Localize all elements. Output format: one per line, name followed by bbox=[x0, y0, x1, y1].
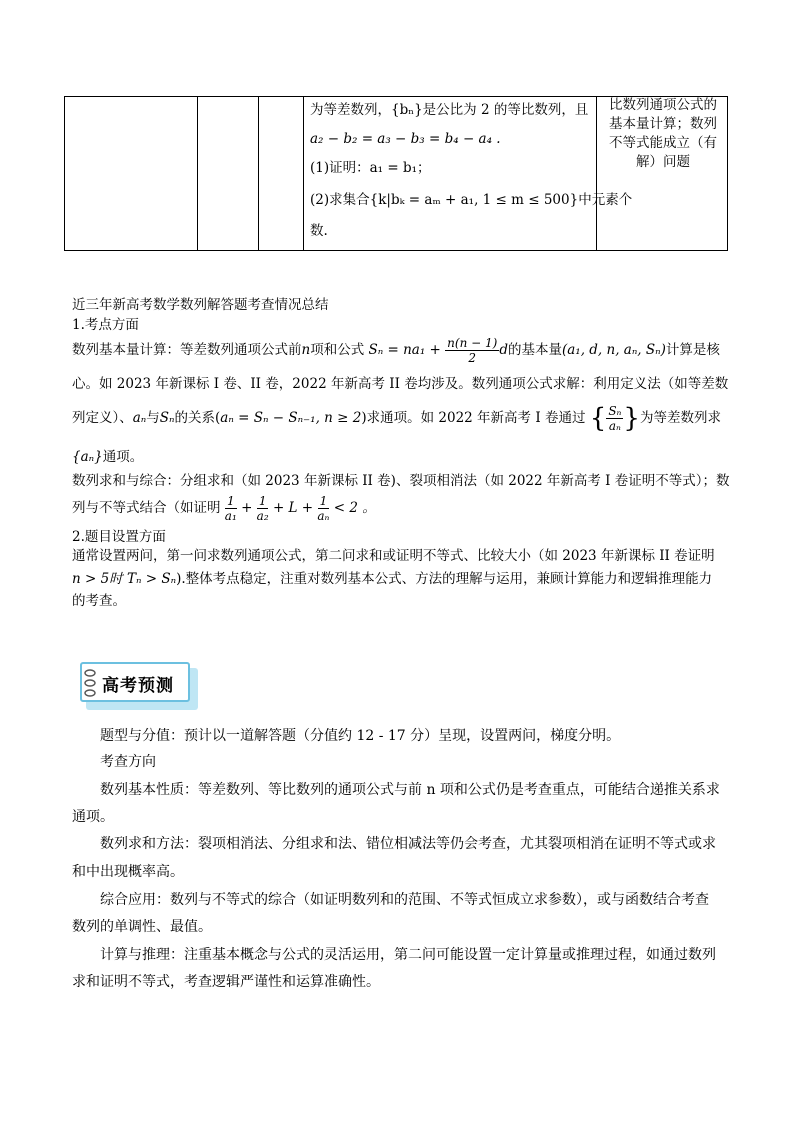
table-col-border bbox=[727, 96, 728, 251]
binder-rings-icon bbox=[83, 668, 97, 698]
paragraph-basic-calc-line3 bbox=[72, 398, 732, 439]
math-span: Sₙ bbox=[159, 410, 175, 426]
table-col-border bbox=[596, 96, 597, 251]
math-span: aₙ bbox=[132, 410, 147, 426]
prediction-banner bbox=[80, 662, 198, 712]
table-col-border bbox=[64, 96, 65, 251]
paragraph-sum-line2 bbox=[72, 490, 732, 526]
table-topic-line: 基本量计算；数列 bbox=[609, 116, 717, 132]
brace-close: } bbox=[623, 403, 640, 434]
fraction bbox=[317, 495, 329, 522]
paragraph-setup-line2 bbox=[72, 567, 732, 591]
fraction-numerator: 1 bbox=[319, 494, 328, 508]
text-span: 的基本量 bbox=[507, 342, 562, 358]
fraction-denominator: 2 bbox=[468, 351, 477, 365]
section-heading: 2.题目设置方面 bbox=[72, 529, 166, 545]
math-span: aₙ = Sₙ − Sₙ₋₁, n ≥ 2 bbox=[220, 410, 362, 426]
paragraph-setup-line1: 通常设置两问，第一问求数列通项公式，第二问求和或证明不等式、比较大小（如 2023 年新课标 II 卷证明 bbox=[72, 548, 715, 564]
table-problem-line: a₂ − b₂ = a₃ − b₃ = b₄ − a₄ . bbox=[310, 131, 501, 147]
math-span: < 2 。 bbox=[333, 500, 376, 516]
text-span: 列与不等式结合（如证明 bbox=[72, 500, 221, 516]
table-border-bottom bbox=[64, 250, 728, 251]
table-topic-line: 比数列通项公式的 bbox=[609, 97, 717, 113]
prediction-line: 数列基本性质：等差数列、等比数列的通项公式与前 n 项和公式仍是考查重点，可能结合递推关系求 bbox=[100, 782, 720, 798]
fraction-numerator: 1 bbox=[226, 494, 235, 508]
exam-table bbox=[64, 96, 728, 251]
fraction bbox=[445, 337, 499, 364]
paragraph-sum-line1: 数列求和与综合：分组求和（如 2023 年新课标 II 卷)、裂项相消法（如 2022 年新高考 I 卷证明不等式）；数 bbox=[72, 473, 730, 489]
prediction-line: 综合应用：数列与不等式的综合（如证明数列和的范围、不等式恒成立求参数），或与函数结合考查 bbox=[100, 892, 709, 908]
fraction-denominator: aₙ bbox=[317, 509, 330, 523]
text-span: 通项。 bbox=[102, 449, 144, 465]
text-span: 与 bbox=[146, 410, 160, 426]
paragraph-basic-calc-line1 bbox=[72, 334, 732, 366]
math-span: + L + bbox=[272, 500, 314, 516]
table-col-border bbox=[303, 96, 304, 251]
prediction-line: 题型与分值：预计以一道解答题（分值约 12 - 17 分）呈现，设置两问，梯度分明。 bbox=[100, 728, 621, 744]
math-span: {aₙ} bbox=[72, 449, 103, 465]
math-span: d bbox=[499, 342, 508, 358]
paragraph-setup-line3: 的考查。 bbox=[72, 593, 126, 609]
math-span: Sₙ = na₁ + bbox=[368, 342, 441, 358]
prediction-line: 数列的单调性、最值。 bbox=[72, 919, 212, 935]
text-span: 列定义）、 bbox=[72, 410, 133, 426]
math-span: (a₁, d, n, aₙ, Sₙ) bbox=[561, 342, 666, 358]
text-span: 项和公式 bbox=[310, 342, 365, 358]
math-span: n bbox=[301, 342, 311, 358]
text-span: 数列基本量计算：等差数列通项公式前 bbox=[72, 342, 302, 358]
fraction bbox=[225, 495, 237, 522]
table-topic-line: 不等式能成立（有 bbox=[609, 135, 717, 151]
text-span: 为等差数列求 bbox=[639, 410, 721, 426]
prediction-line: 和中出现概率高。 bbox=[72, 864, 184, 880]
fraction-numerator: 1 bbox=[258, 494, 267, 508]
fraction-numerator: n(n − 1) bbox=[447, 336, 498, 350]
fraction-numerator: Sₙ bbox=[608, 404, 622, 418]
text-span: ).整体考点稳定，注重对数列基本公式、方法的理解与运用，兼顾计算能力和逻辑推理能力 bbox=[176, 571, 713, 587]
table-problem-line: 为等差数列，{bₙ}是公比为 2 的等比数列，且 bbox=[310, 102, 589, 118]
math-span: n > 5时 Tₙ > Sₙ bbox=[72, 571, 177, 587]
prediction-line: 计算与推理：注重基本概念与公式的灵活运用，第二问可能设置一定计算量或推理过程，如通过数列 bbox=[100, 947, 716, 963]
fraction-denominator: a₂ bbox=[256, 509, 269, 523]
table-topic-line: 解）问题 bbox=[636, 154, 690, 170]
table-col-border bbox=[197, 96, 198, 251]
fraction-denominator: a₁ bbox=[224, 509, 237, 523]
table-problem-line: 数. bbox=[310, 223, 328, 239]
prediction-line: 通项。 bbox=[72, 809, 114, 825]
text-span: 计算是核 bbox=[665, 342, 720, 358]
table-problem-line: (1)证明：a₁ = b₁； bbox=[310, 160, 431, 176]
fraction bbox=[606, 405, 623, 432]
summary-title: 近三年新高考数学数列解答题考查情况总结 bbox=[72, 297, 329, 313]
text-span: 的关系( bbox=[174, 410, 221, 426]
table-problem-line: (2)求集合{k|bₖ = aₘ + a₁, 1 ≤ m ≤ 500}中元素个 bbox=[310, 192, 633, 208]
fraction bbox=[257, 495, 269, 522]
section-heading: 1.考点方面 bbox=[72, 317, 139, 333]
prediction-line: 求和证明不等式，考查逻辑严谨性和运算准确性。 bbox=[72, 974, 380, 990]
table-col-border bbox=[258, 96, 259, 251]
brace-open: { bbox=[589, 403, 607, 434]
banner-title: 高考预测 bbox=[102, 676, 174, 696]
fraction-denominator: aₙ bbox=[608, 419, 621, 433]
prediction-line: 考查方向 bbox=[100, 754, 156, 770]
paragraph-basic-calc-line2: 心。如 2023 年新课标 I 卷、II 卷，2022 年新高考 II 卷均涉及。数列通项公式求解：利用定义法（如等差数 bbox=[72, 376, 729, 392]
prediction-line: 数列求和方法：裂项相消法、分组求和法、错位相减法等仍会考查，尤其裂项相消在证明不等式或求 bbox=[100, 836, 716, 852]
math-span: + bbox=[241, 500, 253, 516]
text-span: )求通项。如 2022 年新高考 I 卷通过 bbox=[361, 410, 586, 426]
